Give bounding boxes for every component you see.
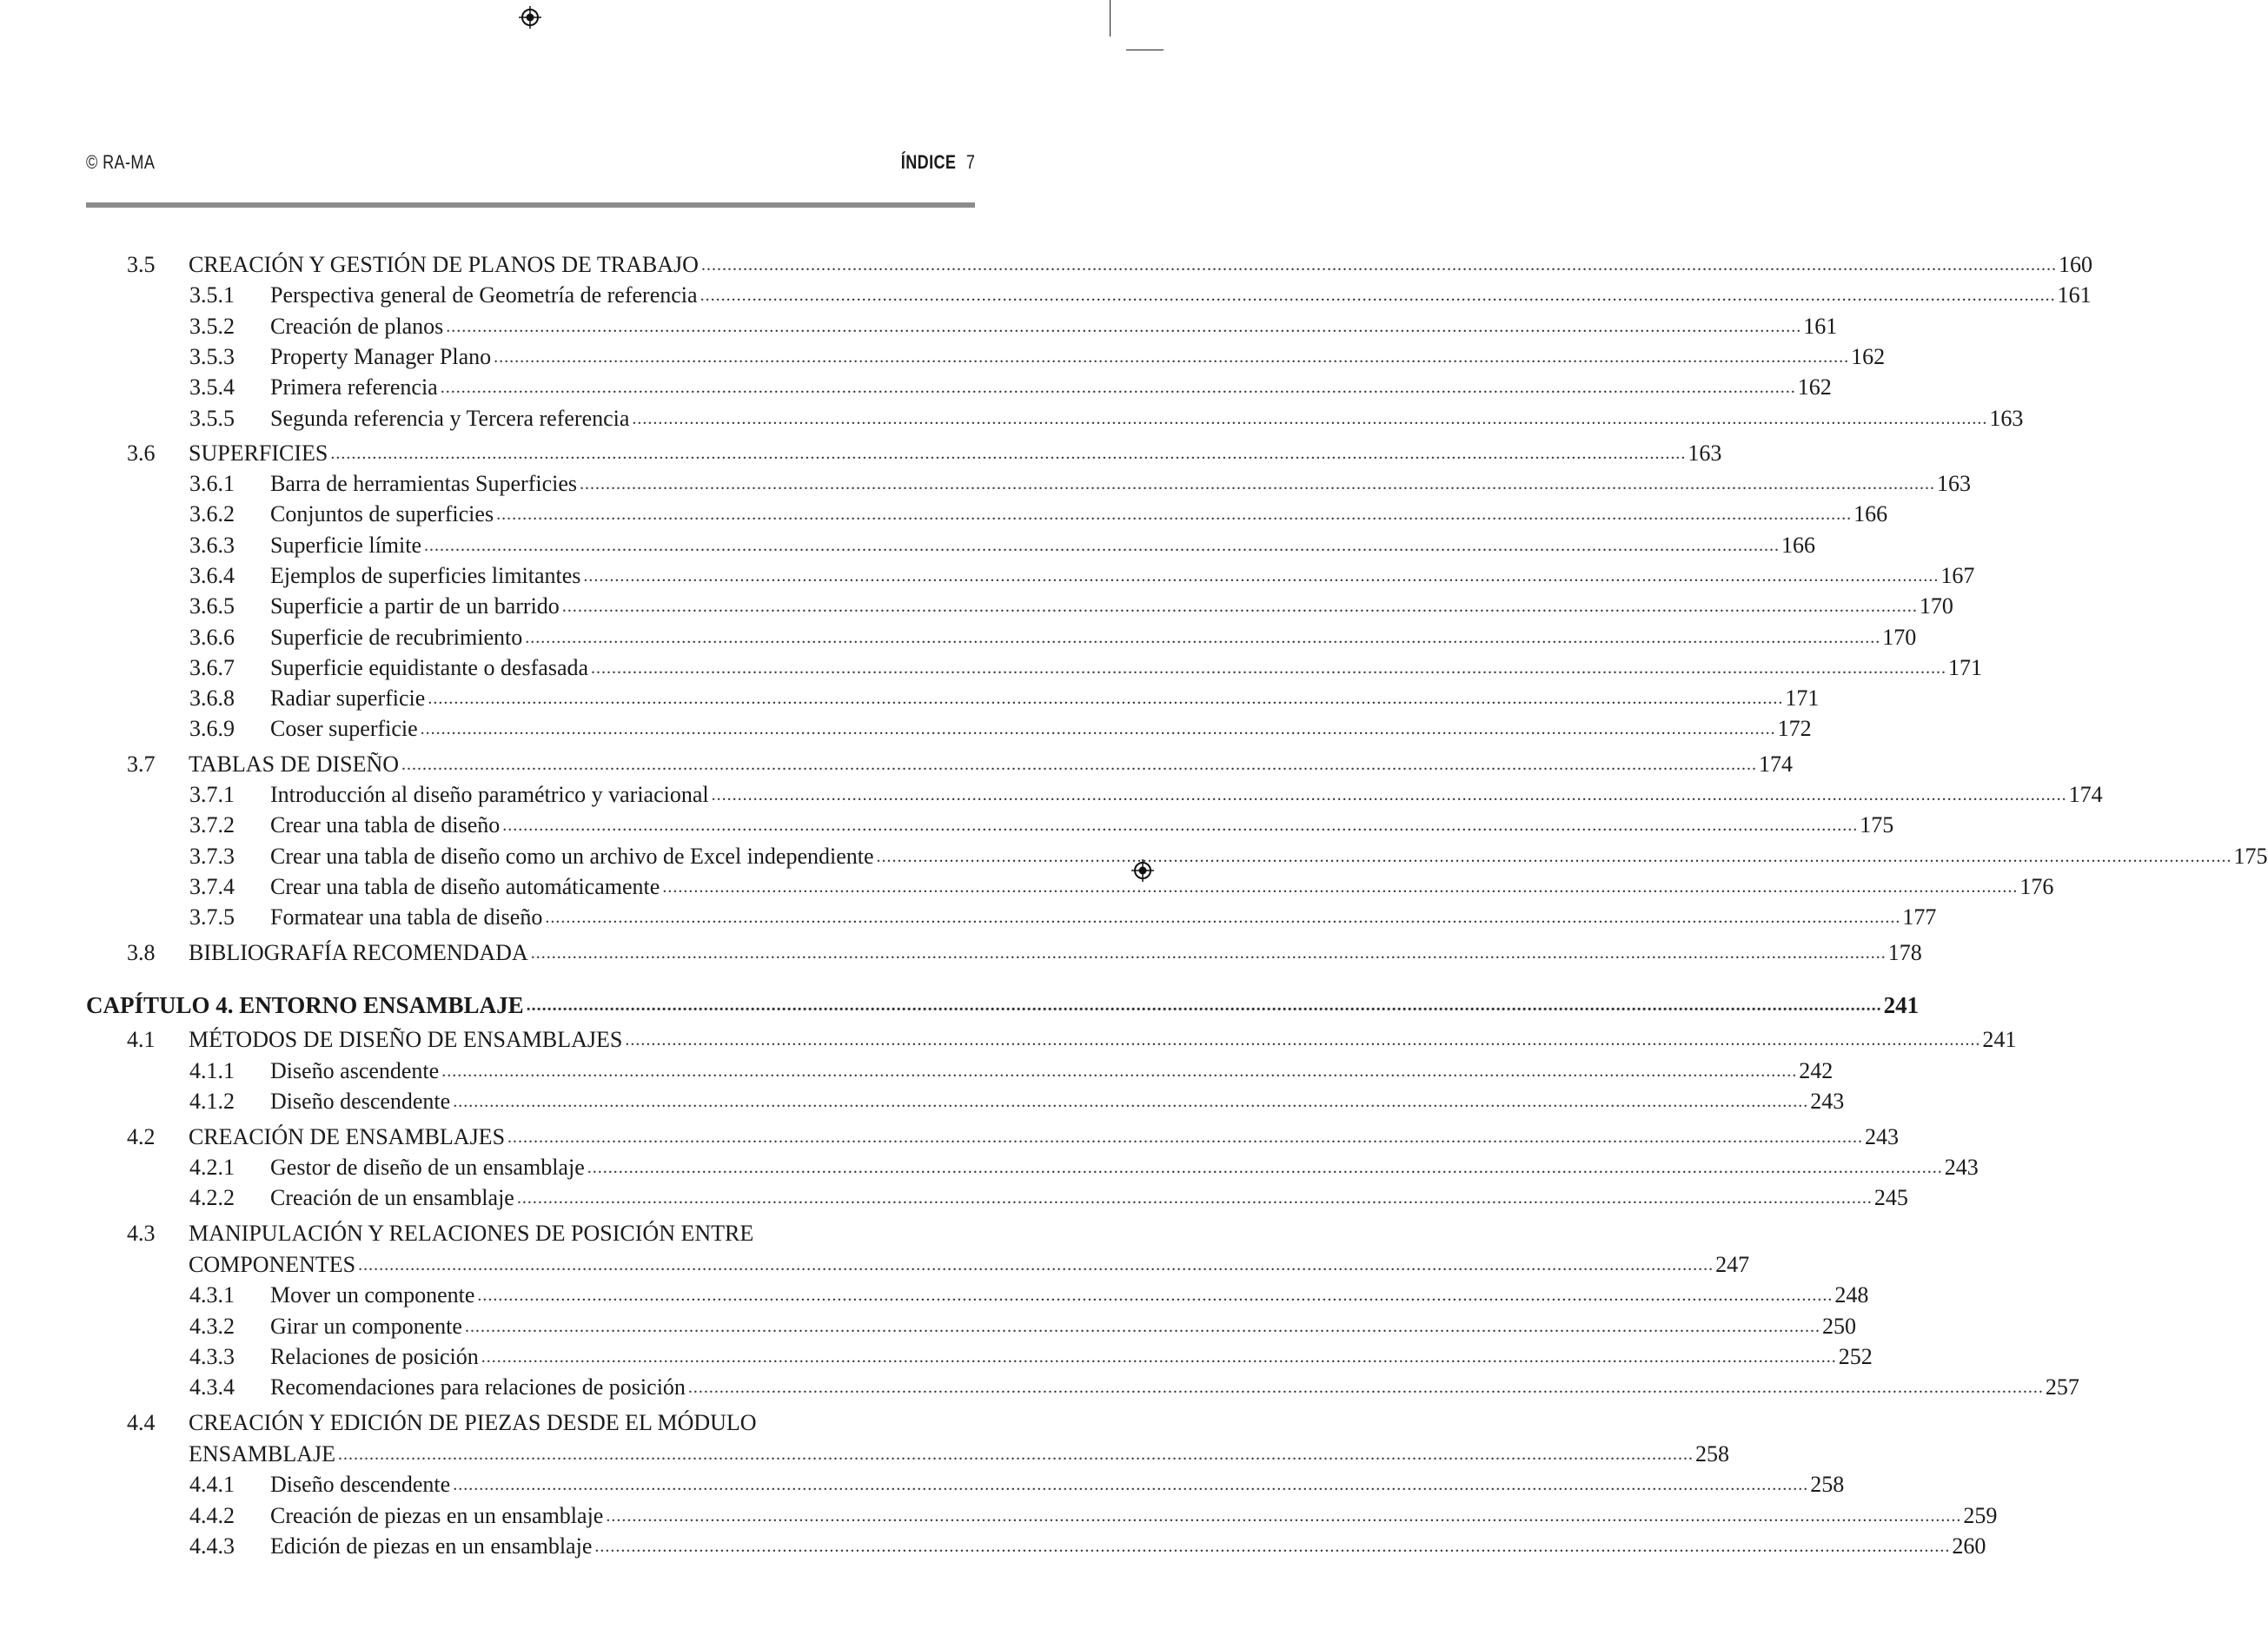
toc-entry-page: 161 [1803,314,1838,339]
publisher-label: © RA-MA [86,151,156,173]
toc-entry-number: 3.6.6 [189,625,235,650]
toc-entry[interactable] [86,903,1937,932]
dot-leader: .................................................................................................................................................................................................................................................................... [561,597,1918,616]
dot-leader: .................................................................................................................................................................................................................................................................... [583,566,1940,586]
toc-entry-title: Superficie límite [270,533,422,558]
toc-entry-page: 162 [1851,344,1886,369]
toc-entry-number: 3.8 [127,940,156,965]
toc-entry-title: Crear una tabla de diseño como un archivo de Excel independiente [270,844,874,869]
dot-leader: .................................................................................................................................................................................................................................................................... [481,1347,1837,1367]
toc-entry-title: COMPONENTES [189,1252,356,1277]
toc-entry[interactable] [86,531,1816,560]
dot-leader: .................................................................................................................................................................................................................................................................... [625,1030,1981,1049]
toc-entry[interactable] [86,714,1812,744]
toc-entry-number: 4.3 [127,1221,156,1246]
toc-entry-number: 4.1 [127,1027,156,1052]
dot-leader: .................................................................................................................................................................................................................................................................... [632,409,1988,428]
toc-entry[interactable] [86,780,2103,810]
dot-leader: .................................................................................................................................................................................................................................................................... [545,908,1901,927]
toc-entry-page: 248 [1834,1282,1869,1308]
toc-entry-number: 4.3.4 [189,1374,235,1400]
toc-entry[interactable] [86,1312,1856,1341]
dot-leader: .................................................................................................................................................................................................................................................................... [687,1378,2044,1397]
toc-entry-title: Creación de un ensamblaje [270,1185,514,1210]
toc-entry-title: Creación de piezas en un ensamblaje [270,1503,604,1528]
toc-entry-number: 4.1.1 [189,1058,235,1083]
toc-entry[interactable] [86,1153,1979,1182]
toc-entry-title: CREACIÓN DE ENSAMBLAJES [189,1124,506,1149]
toc-entry-title: Relaciones de posición [270,1344,479,1369]
toc-entry[interactable] [86,1056,1834,1086]
dot-leader: .................................................................................................................................................................................................................................................................... [440,378,1796,397]
toc-entry-number: 3.6.1 [189,471,235,496]
toc-entry[interactable] [86,684,1820,713]
toc-entry-page: 247 [1715,1252,1750,1277]
toc-entry-title: MÉTODOS DE DISEÑO DE ENSAMBLAJES [189,1027,623,1052]
toc-entry-title-line1 [86,1408,975,1438]
toc-entry-number: 3.7.3 [189,844,235,869]
toc-entry-title: Gestor de diseño de un ensamblaje [270,1155,585,1180]
toc-entry-title: MANIPULACIÓN Y RELACIONES DE POSICIÓN ENTRE [189,1221,754,1246]
toc-entry-title: Introducción al diseño paramétrico y variacional [270,782,709,807]
toc-entry[interactable] [86,1025,2017,1055]
toc-entry-title: Diseño descendente [270,1089,451,1114]
toc-entry-title: Coser superficie [270,716,418,741]
toc-entry-title: Edición de piezas en un ensamblaje [270,1533,593,1559]
toc-entry-number: 3.7.5 [189,904,235,930]
toc-entry-page: 178 [1887,940,1922,965]
toc-entry-page: 174 [1759,751,1794,777]
dot-leader: .................................................................................................................................................................................................................................................................... [502,816,1859,835]
toc-entry-title: Formatear una tabla de diseño [270,904,543,930]
toc-entry-number: 3.7 [127,751,156,777]
toc-entry[interactable] [86,1342,1873,1372]
toc-entry[interactable] [86,1501,1998,1531]
toc-entry-page: 257 [2045,1374,2079,1400]
dot-leader: .................................................................................................................................................................................................................................................................... [338,1445,1694,1464]
dot-leader: .................................................................................................................................................................................................................................................................... [580,474,1936,493]
toc-entry-title: Conjuntos de superficies [270,501,494,526]
dot-leader: .................................................................................................................................................................................................................................................................... [446,317,1802,336]
toc-entry[interactable] [86,592,1953,621]
toc-entry-page: 170 [1882,625,1917,650]
toc-entry-page: 171 [1785,685,1820,711]
toc-entry-title: Girar un componente [270,1314,462,1339]
toc-entry[interactable] [86,1122,1900,1152]
running-header [86,151,975,177]
dot-leader: .................................................................................................................................................................................................................................................................... [496,505,1853,524]
toc-entry-number: 4.1.2 [189,1089,235,1114]
toc-entry-number: 4.2.2 [189,1185,235,1210]
toc-entry[interactable] [86,1281,1869,1310]
toc-entry-title: Barra de herramientas Superficies [270,471,578,496]
section-title: ÍNDICE [900,151,957,173]
toc-entry-number: 3.6.2 [189,501,235,526]
toc-entry-number: 3.6 [127,440,156,466]
toc-entry-number: 3.5.5 [189,406,235,431]
toc-entry-page: 176 [2019,874,2054,899]
dot-leader: .................................................................................................................................................................................................................................................................... [587,1158,1943,1177]
toc-entry-title: Segunda referencia y Tercera referencia [270,406,630,431]
dot-leader: .................................................................................................................................................................................................................................................................... [428,689,1784,708]
toc-entry-page: 177 [1902,904,1937,930]
dot-leader: .................................................................................................................................................................................................................................................................... [464,1317,1820,1336]
toc-entry[interactable] [86,500,1888,529]
toc-entry[interactable] [86,312,1838,341]
toc-entry[interactable] [86,373,1832,402]
toc-entry-title: TABLAS DE DISEÑO [189,751,400,777]
toc-entry-title: Diseño ascendente [270,1058,440,1083]
toc-entry[interactable] [86,842,2268,871]
registration-mark-icon [519,6,541,29]
dot-leader: .................................................................................................................................................................................................................................................................... [420,719,1776,738]
dot-leader: .................................................................................................................................................................................................................................................................... [453,1092,1809,1111]
dot-leader: .................................................................................................................................................................................................................................................................... [494,348,1850,367]
toc-entry-title: Crear una tabla de diseño automáticamente [270,874,660,899]
toc-entry-page: 250 [1821,1314,1856,1339]
dot-leader: .................................................................................................................................................................................................................................................................... [516,1188,1873,1208]
toc-entry[interactable] [86,404,2024,434]
toc-entry-number: 4.2.1 [189,1155,235,1180]
toc-entry-page: 243 [1865,1124,1900,1149]
toc-entry[interactable] [86,1470,1845,1500]
toc-entry-page: 163 [1937,471,1972,496]
toc-entry[interactable] [86,561,1975,591]
toc-entry-title: Ejemplos de superficies limitantes [270,563,581,588]
toc-entry-page: 166 [1854,501,1888,526]
dot-leader: .................................................................................................................................................................................................................................................................... [525,628,1881,647]
toc-entry-number: 3.6.3 [189,533,235,558]
toc-entry-number: 4.4.2 [189,1503,235,1528]
toc-entry[interactable] [86,250,2092,280]
toc-entry-page: 258 [1695,1441,1730,1467]
toc-entry-number: 3.6.4 [189,563,235,588]
header-right [900,151,975,174]
dot-leader: .................................................................................................................................................................................................................................................................... [591,659,1947,678]
toc-entry-page: 170 [1919,593,1953,619]
toc-entry-page: 172 [1777,716,1812,741]
dot-leader: .................................................................................................................................................................................................................................................................... [662,877,2019,897]
dot-leader: .................................................................................................................................................................................................................................................................... [507,1128,1864,1147]
toc-entry-page: 160 [2058,252,2092,277]
toc-entry-page: 161 [2057,282,2092,308]
toc-entry-title: Radiar superficie [270,685,426,711]
toc-entry[interactable] [86,623,1917,652]
toc-entry-page: 252 [1838,1344,1873,1369]
toc-entry-page: 167 [1940,563,1975,588]
toc-entry-title: SUPERFICIES [189,440,328,466]
toc-entry-title: Primera referencia [270,374,438,400]
toc-entry-number: 3.7.2 [189,812,235,838]
toc-entry-title: Crear una tabla de diseño [270,812,501,838]
toc-entry-title: CREACIÓN Y EDICIÓN DE PIEZAS DESDE EL MÓDULO [189,1410,757,1435]
dot-leader: .................................................................................................................................................................................................................................................................... [594,1537,1951,1556]
toc-entry[interactable] [86,469,1972,499]
toc-entry[interactable] [86,1440,1730,1469]
toc-entry-page: 259 [1963,1503,1998,1528]
toc-entry-page: 162 [1797,374,1832,400]
toc-entry[interactable] [86,1373,2079,1402]
toc-entry-page: 171 [1948,655,1983,680]
toc-entry-page: 175 [1860,812,1894,838]
toc-entry-number: 4.3.2 [189,1314,235,1339]
toc-entry-title: BIBLIOGRAFÍA RECOMENDADA [189,940,528,965]
dot-leader: .................................................................................................................................................................................................................................................................... [526,996,1882,1015]
toc-entry-page: 241 [1883,992,1920,1018]
toc-entry-number: 3.5.3 [189,344,235,369]
dot-leader: .................................................................................................................................................................................................................................................................... [401,755,1758,774]
toc-entry-number: 3.7.4 [189,874,235,899]
toc-entry[interactable] [86,1087,1845,1116]
toc-entry-number: 3.5.1 [189,282,235,308]
toc-entry-number: 4.2 [127,1124,156,1149]
toc-entry-number: 3.5.4 [189,374,235,400]
dot-leader: .................................................................................................................................................................................................................................................................... [700,255,2057,275]
toc-entry-title: Superficie a partir de un barrido [270,593,560,619]
toc-entry-number: 4.4 [127,1410,156,1435]
toc-entry[interactable] [86,750,1794,779]
dot-leader: .................................................................................................................................................................................................................................................................... [358,1255,1714,1275]
toc-entry[interactable] [86,342,1886,372]
page-number: 7 [965,151,975,173]
toc-entry-page: 166 [1781,533,1816,558]
toc-chapter-entry[interactable] [86,990,1920,1020]
dot-leader: .................................................................................................................................................................................................................................................................... [453,1475,1809,1494]
toc-entry[interactable] [86,872,2054,902]
dot-leader: .................................................................................................................................................................................................................................................................... [330,444,1687,463]
dot-leader: .................................................................................................................................................................................................................................................................... [424,536,1781,555]
toc-entry-title: Recomendaciones para relaciones de posición [270,1374,686,1400]
crop-mark [1110,0,1111,36]
toc-entry-number: 3.6.7 [189,655,235,680]
toc-entry-page: 175 [2233,844,2268,869]
toc-entry-number: 3.5 [127,252,156,277]
toc-entry-title: ENSAMBLAJE [189,1441,336,1467]
toc-entry-page: 163 [1688,440,1722,466]
toc-entry-number: 4.3.1 [189,1282,235,1308]
dot-leader: .................................................................................................................................................................................................................................................................... [530,943,1887,963]
toc-entry-title: Superficie de recubrimiento [270,625,523,650]
toc-entry-number: 3.7.1 [189,782,235,807]
dot-leader: .................................................................................................................................................................................................................................................................... [700,286,2056,305]
toc-entry-page: 242 [1799,1058,1834,1083]
toc-entry-title: Creación de planos [270,314,444,339]
toc-entry-number: 3.5.2 [189,314,235,339]
toc-entry-title: Perspectiva general de Geometría de referencia [270,282,698,308]
toc-entry-title: CREACIÓN Y GESTIÓN DE PLANOS DE TRABAJO [189,252,699,277]
toc-entry-number: 4.4.3 [189,1533,235,1559]
toc-entry-number: 4.4.1 [189,1472,235,1497]
toc-entry-title: Mover un componente [270,1282,475,1308]
toc-entry-title: Superficie equidistante o desfasada [270,655,589,680]
toc-entry-page: 243 [1944,1155,1979,1180]
dot-leader: .................................................................................................................................................................................................................................................................... [441,1062,1798,1081]
toc-entry[interactable] [86,1532,1986,1561]
toc-entry-page: 241 [1982,1027,2017,1052]
dot-leader: .................................................................................................................................................................................................................................................................... [606,1506,1962,1526]
toc-entry[interactable] [86,281,2092,310]
toc-entry-page: 163 [1989,406,2024,431]
dot-leader: .................................................................................................................................................................................................................................................................... [477,1286,1834,1305]
toc-entry[interactable] [86,653,1983,683]
dot-leader: .................................................................................................................................................................................................................................................................... [711,785,2067,804]
toc-entry-number: 3.6.5 [189,593,235,619]
toc-entry-number: 4.3.3 [189,1344,235,1369]
toc-entry[interactable] [86,1250,1750,1280]
toc-entry-title-line1 [86,1219,975,1248]
toc-entry-page: 258 [1810,1472,1845,1497]
toc-entry-page: 243 [1810,1089,1845,1114]
toc-entry-page: 260 [1952,1533,1986,1559]
toc-entry-number: 3.6.9 [189,716,235,741]
toc-entry-title: Property Manager Plano [270,344,492,369]
toc-entry-page: 174 [2068,782,2103,807]
toc-entry-number: 3.6.8 [189,685,235,711]
toc-entry[interactable] [86,439,1722,468]
toc-entry-title: Diseño descendente [270,1472,451,1497]
toc-entry[interactable] [86,811,1894,840]
toc-entry[interactable] [86,938,1922,968]
toc-entry-page: 245 [1873,1185,1908,1210]
toc-entry-title: CAPÍTULO 4. ENTORNO ENSAMBLAJE [86,992,524,1018]
header-rule [86,202,975,208]
dot-leader: .................................................................................................................................................................................................................................................................... [876,847,2232,866]
toc-entry[interactable] [86,1183,1908,1213]
